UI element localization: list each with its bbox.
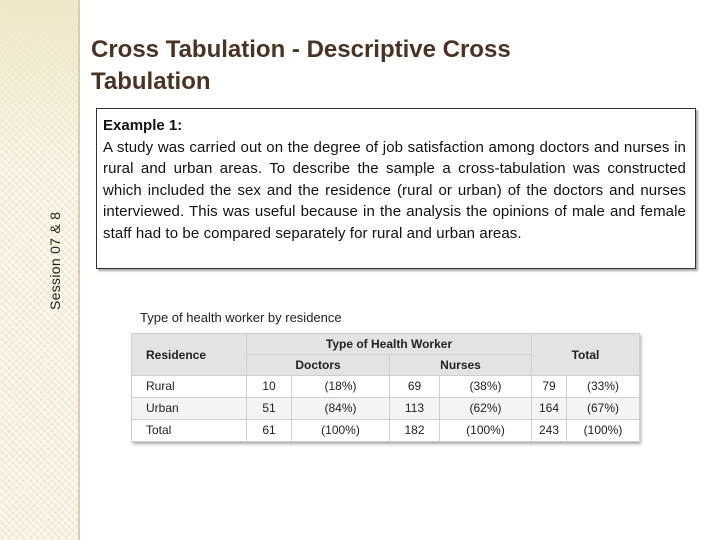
- side-band: [0, 0, 80, 540]
- cell-doctors-pct: (18%): [292, 376, 390, 398]
- cell-total-pct: (33%): [567, 376, 640, 398]
- cell-doctors-n: 51: [247, 398, 292, 420]
- cell-total-n: 79: [532, 376, 567, 398]
- cell-nurses-n: 69: [390, 376, 440, 398]
- cell-nurses-pct: (62%): [440, 398, 532, 420]
- example-heading: Example 1:: [103, 117, 183, 134]
- cell-nurses-pct: (100%): [440, 420, 532, 442]
- header-doctors: Doctors: [247, 355, 390, 376]
- cell-doctors-n: 10: [247, 376, 292, 398]
- table-row: [132, 420, 640, 442]
- slide-title: Cross Tabulation - Descriptive Cross Tabulation: [91, 36, 511, 95]
- cell-doctors-pct: (100%): [292, 420, 390, 442]
- row-label: Total: [132, 420, 247, 442]
- example-text: A study was carried out on the degree of job satisfaction among doctors and nurses in rural and urban areas. To describe the sample a cross-tabulation was constructed which included the sex and the residence (rural or urban) of the doctors and nurses interviewed. This was useful because in the analysis the opinions of male and female staff had to be compared separately for rural and urban areas.: [103, 138, 686, 242]
- cell-total-pct: (100%): [567, 420, 640, 442]
- session-label: Session 07 & 8: [47, 211, 63, 310]
- row-label: Rural: [132, 376, 247, 398]
- header-type-group: Type of Health Worker: [247, 334, 532, 355]
- cross-tab-table-wrap: [131, 333, 639, 442]
- cell-total-pct: (67%): [567, 398, 640, 420]
- table-row: [132, 376, 640, 398]
- cell-total-n: 164: [532, 398, 567, 420]
- cell-nurses-n: 113: [390, 398, 440, 420]
- side-band-shade: [0, 0, 78, 170]
- header-nurses: Nurses: [390, 355, 532, 376]
- cell-total-n: 243: [532, 420, 567, 442]
- example-box: [96, 108, 696, 269]
- table-caption: Type of health worker by residence: [140, 310, 342, 325]
- cell-doctors-pct: (84%): [292, 398, 390, 420]
- cell-doctors-n: 61: [247, 420, 292, 442]
- row-label: Urban: [132, 398, 247, 420]
- cross-tab-table: [131, 333, 640, 442]
- header-residence: Residence: [132, 334, 247, 376]
- cell-nurses-n: 182: [390, 420, 440, 442]
- table-row: [132, 398, 640, 420]
- header-total: Total: [532, 334, 640, 376]
- cell-nurses-pct: (38%): [440, 376, 532, 398]
